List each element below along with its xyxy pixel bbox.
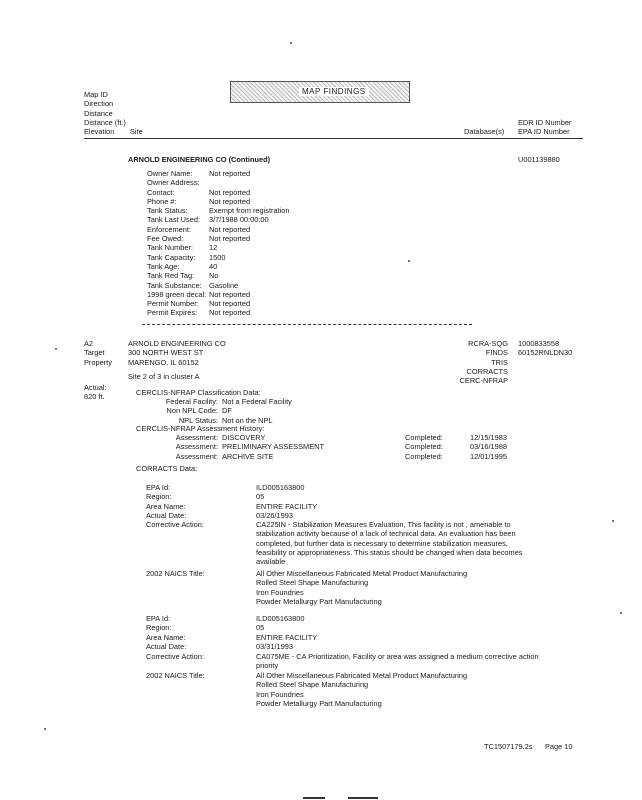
field-value: 40 bbox=[209, 261, 218, 271]
record-value: 05 bbox=[256, 492, 265, 502]
field-label: Tank Age: bbox=[147, 261, 180, 271]
history-value: DISCOVERY bbox=[222, 433, 266, 442]
field-row bbox=[147, 281, 290, 290]
field-label: Tank Number: bbox=[147, 243, 194, 253]
map-id-block bbox=[84, 339, 112, 367]
field-label: Tank Status: bbox=[147, 206, 188, 216]
database-item: CORRACTS bbox=[466, 366, 508, 376]
naics-item: Iron Foundries bbox=[256, 689, 304, 699]
field-value: Not reported bbox=[209, 224, 251, 234]
header-rule bbox=[84, 138, 583, 139]
record-value: ILD005163800 bbox=[256, 614, 305, 623]
classification-label: Federal Facility: bbox=[165, 397, 218, 406]
history-completed-label: Completed: bbox=[405, 433, 443, 442]
header-label: Map ID bbox=[84, 90, 108, 99]
field-value: Not reported bbox=[209, 234, 251, 244]
field-label: Contact: bbox=[147, 187, 175, 197]
field-label: Owner Name: bbox=[147, 169, 193, 178]
header-label: Direction bbox=[84, 99, 114, 109]
field-label: Phone #: bbox=[147, 196, 177, 206]
scan-mark bbox=[348, 797, 378, 799]
naics-label: 2002 NAICS Title: bbox=[146, 569, 205, 578]
naics-item: Rolled Steel Shape Manufacturing bbox=[256, 578, 369, 588]
record-row bbox=[146, 633, 317, 642]
header-label: Distance (ft.) bbox=[84, 117, 126, 127]
map-id-line: Property bbox=[84, 357, 112, 367]
classification-row bbox=[144, 406, 292, 415]
field-row bbox=[147, 262, 290, 271]
cercl-classification-title: CERCLIS-NFRAP Classification Data: bbox=[136, 388, 261, 397]
history-label: Assessment: bbox=[175, 442, 218, 452]
field-row bbox=[147, 215, 290, 224]
header-site: Site bbox=[130, 127, 143, 136]
naics-list bbox=[256, 671, 467, 708]
record-value: 03/31/1993 bbox=[256, 641, 293, 651]
history-value: PRELIMINARY ASSESSMENT bbox=[222, 442, 324, 452]
field-label: Tank Substance: bbox=[147, 280, 202, 290]
history-label: Assessment: bbox=[175, 451, 218, 461]
field-value: Not reported bbox=[209, 196, 251, 206]
field-label: Enforcement: bbox=[147, 224, 191, 234]
site-address-line: MARENGO, IL 60152 bbox=[128, 357, 199, 367]
record-label: Actual Date: bbox=[146, 510, 187, 520]
database-item: RCRA-SQG bbox=[468, 339, 508, 348]
header-label: Elevation bbox=[84, 127, 115, 137]
history-row bbox=[144, 433, 507, 442]
record-row bbox=[146, 483, 317, 492]
tank-details bbox=[147, 169, 290, 318]
header-edr-id: EDR ID Number bbox=[518, 118, 572, 127]
field-label: Tank Last Used: bbox=[147, 215, 200, 225]
header-databases: Database(s) bbox=[464, 127, 505, 136]
field-row bbox=[147, 197, 290, 206]
site-address-line: 300 NORTH WEST ST bbox=[128, 348, 204, 358]
field-value: Not reported bbox=[209, 289, 251, 299]
field-label: Tank Red Tag: bbox=[147, 271, 195, 281]
classification-label: Non NPL Code: bbox=[166, 406, 218, 416]
history-date: 12/15/1983 bbox=[470, 433, 507, 442]
record-label: Area Name: bbox=[146, 632, 186, 642]
corrective-action-label: Corrective Action: bbox=[146, 652, 204, 661]
field-value: Exempt from registration bbox=[209, 206, 290, 216]
record-value: 03/26/1993 bbox=[256, 510, 293, 520]
record-label: Area Name: bbox=[146, 501, 186, 511]
scan-speck bbox=[612, 520, 614, 522]
map-findings-banner bbox=[230, 81, 410, 103]
corrective-action-text: CA075ME - CA Prioritization, Facility or area was assigned a medium corrective action priority bbox=[256, 652, 539, 671]
record-row bbox=[146, 642, 317, 651]
cercl-history-title: CERCLIS-NFRAP Assessment History: bbox=[136, 424, 265, 433]
database-item: FINDS bbox=[485, 348, 508, 358]
field-row bbox=[147, 188, 290, 197]
elevation-value: 820 ft. bbox=[84, 392, 105, 402]
site-address-block bbox=[128, 339, 226, 367]
field-value: 12 bbox=[209, 243, 218, 253]
site-id-block bbox=[518, 339, 572, 358]
header-epa-id: EPA ID Number bbox=[518, 127, 570, 136]
record-row bbox=[146, 511, 317, 520]
corracts-title: CORRACTS Data: bbox=[136, 464, 198, 473]
cercl-classification bbox=[144, 397, 292, 425]
record-value: ENTIRE FACILITY bbox=[256, 501, 318, 511]
section-divider bbox=[142, 324, 472, 325]
history-label: Assessment: bbox=[175, 433, 218, 442]
continued-edr-id: U001139880 bbox=[518, 155, 560, 164]
field-label: Tank Capacity: bbox=[147, 252, 196, 262]
naics-item: All Other Miscellaneous Fabricated Metal Product Manufacturing bbox=[256, 671, 468, 680]
field-label: Permit Expires: bbox=[147, 308, 198, 318]
history-completed-label: Completed: bbox=[405, 442, 443, 452]
field-value: Not reported bbox=[209, 299, 251, 309]
banner-title: MAP FINDINGS bbox=[299, 87, 369, 96]
elevation-block bbox=[84, 383, 107, 402]
field-value: 1500 bbox=[209, 252, 226, 262]
corrective-action-label: Corrective Action: bbox=[146, 520, 204, 529]
corrective-action-text: CA225IN - Stabilization Measures Evaluation, This facility is not , amenable to stabilization activity because of a lack of technical data. An evaluation has been completed, but further data is necessary to determine stabilization measures, feasibility or appropriateness. This status should be changed when data becomes available bbox=[256, 520, 523, 567]
record-label: Actual Date: bbox=[146, 641, 187, 651]
database-item: TRIS bbox=[491, 357, 508, 367]
site-name: ARNOLD ENGINEERING CO bbox=[128, 339, 226, 348]
field-row bbox=[147, 178, 290, 187]
field-row bbox=[147, 169, 290, 178]
field-label: 1998 green decal: bbox=[147, 289, 207, 299]
record-value: 05 bbox=[256, 623, 265, 633]
field-row bbox=[147, 271, 290, 280]
scan-speck bbox=[620, 612, 622, 614]
continued-title: ARNOLD ENGINEERING CO (Continued) bbox=[128, 155, 271, 164]
history-date: 03/16/1988 bbox=[470, 442, 507, 452]
record-label: EPA Id: bbox=[146, 483, 171, 492]
corracts-record-1 bbox=[146, 483, 317, 520]
history-row bbox=[144, 452, 507, 461]
elevation-label: Actual: bbox=[84, 383, 107, 392]
epa-id: 60152RNLDN30 bbox=[518, 348, 573, 358]
classification-value: Not a Federal Facility bbox=[222, 397, 292, 406]
scan-speck bbox=[44, 728, 46, 730]
classification-row bbox=[144, 397, 292, 406]
field-value: Not reported bbox=[209, 187, 251, 197]
record-row bbox=[146, 623, 317, 632]
naics-item: Powder Metallurgy Part Manufacturing bbox=[256, 698, 382, 708]
record-row bbox=[146, 614, 317, 623]
record-label: Region: bbox=[146, 492, 172, 502]
scan-speck bbox=[55, 348, 57, 350]
field-value: Not reported bbox=[209, 308, 251, 318]
field-row bbox=[147, 290, 290, 299]
scan-speck bbox=[290, 42, 292, 44]
naics-item: Rolled Steel Shape Manufacturing bbox=[256, 680, 369, 690]
record-row bbox=[146, 492, 317, 501]
field-row bbox=[147, 243, 290, 252]
field-row bbox=[147, 225, 290, 234]
history-row bbox=[144, 442, 507, 451]
record-row bbox=[146, 502, 317, 511]
field-label: Fee Owed: bbox=[147, 234, 184, 244]
scan-mark bbox=[303, 797, 325, 799]
record-value: ENTIRE FACILITY bbox=[256, 632, 318, 642]
field-row bbox=[147, 234, 290, 243]
database-item: CERC-NFRAP bbox=[459, 376, 508, 386]
field-label: Permit Number: bbox=[147, 299, 199, 309]
corracts-record-2 bbox=[146, 614, 317, 651]
footer-page-number: Page 10 bbox=[545, 742, 573, 751]
field-row bbox=[147, 253, 290, 262]
field-row bbox=[147, 308, 290, 317]
history-completed-label: Completed: bbox=[405, 451, 443, 461]
field-row bbox=[147, 299, 290, 308]
field-row bbox=[147, 206, 290, 215]
history-value: ARCHIVE SITE bbox=[222, 451, 274, 461]
classification-value: DF bbox=[222, 406, 232, 416]
scan-speck bbox=[408, 260, 410, 262]
field-value: Not reported bbox=[209, 169, 251, 178]
map-id-line: A2 bbox=[84, 339, 94, 348]
naics-item: All Other Miscellaneous Fabricated Metal Product Manufacturing bbox=[256, 569, 468, 578]
cercl-history bbox=[144, 433, 507, 461]
edr-id: 1000833558 bbox=[518, 339, 560, 348]
naics-label: 2002 NAICS Title: bbox=[146, 671, 205, 680]
header-label: Distance bbox=[84, 108, 113, 118]
naics-item: Powder Metallurgy Part Manufacturing bbox=[256, 596, 382, 606]
record-label: Region: bbox=[146, 623, 172, 633]
naics-list bbox=[256, 569, 467, 606]
field-value: 3/7/1988 00:00:00 bbox=[209, 215, 269, 225]
cluster-note: Site 2 of 3 in cluster A bbox=[128, 372, 200, 381]
field-value: Gasoline bbox=[209, 280, 239, 290]
classification-value: Not on the NPL bbox=[222, 415, 273, 425]
classification-label: NPL Status: bbox=[178, 415, 218, 425]
record-label: EPA Id: bbox=[146, 614, 171, 623]
naics-item: Iron Foundries bbox=[256, 587, 304, 597]
field-label: Owner Address: bbox=[147, 178, 200, 188]
map-id-line: Target bbox=[84, 348, 105, 358]
database-list bbox=[448, 339, 508, 385]
field-value: No bbox=[209, 271, 219, 281]
history-date: 12/01/1995 bbox=[470, 451, 507, 461]
header-left-labels bbox=[84, 90, 126, 136]
footer-doc-id: TC1507179.2s bbox=[484, 742, 533, 751]
record-value: ILD005163800 bbox=[256, 483, 305, 492]
